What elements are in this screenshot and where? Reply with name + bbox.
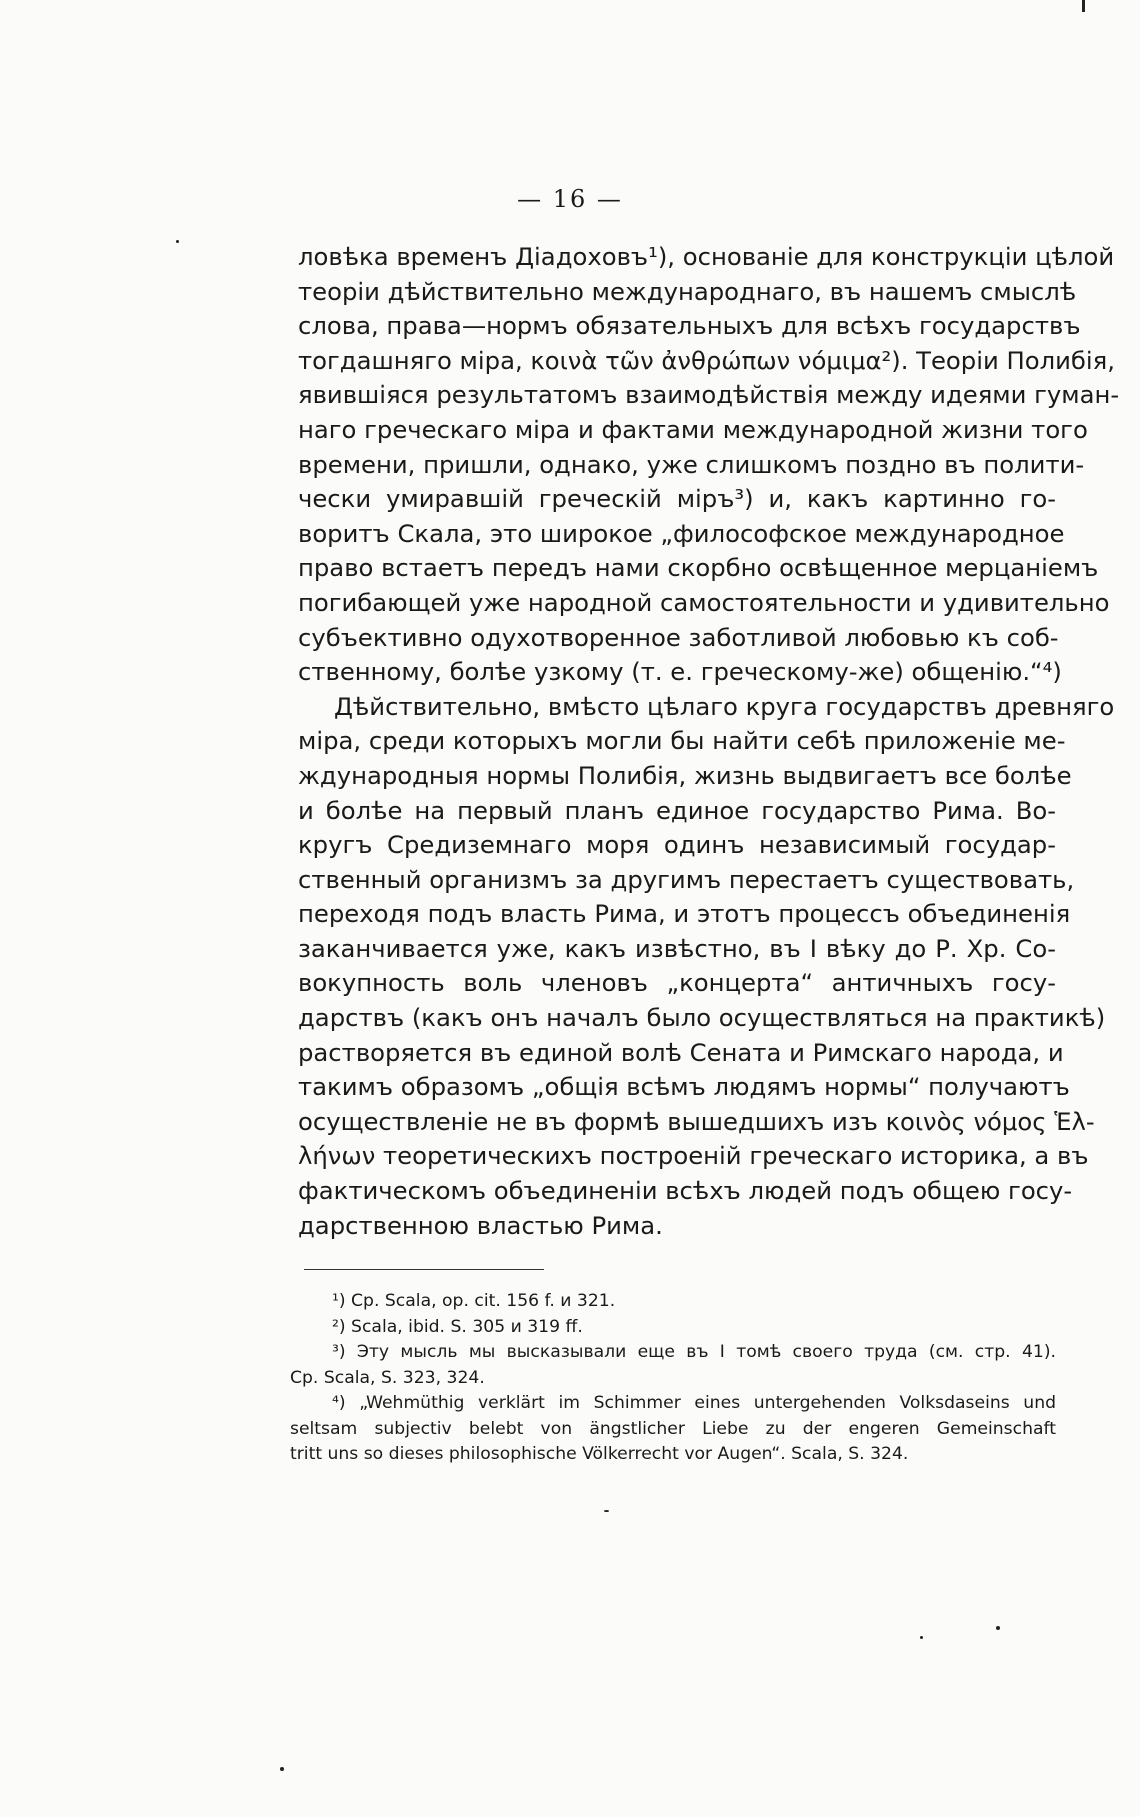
text-line: воритъ Скала, это широкое „философское международное xyxy=(298,518,1065,548)
text-line: растворяется въ единой волѣ Сената и Римскаго народа, и xyxy=(298,1037,1064,1067)
page-number: — 16 — xyxy=(517,185,623,213)
text-line: ловѣка временъ Діадоховъ¹), основаніе для конструкціи цѣлой xyxy=(298,242,1115,271)
footnotes xyxy=(290,1289,1056,1468)
footnote-line: ²) Scala, ibid. S. 305 и 319 ff. xyxy=(332,1316,583,1337)
text-line: право встаетъ передъ нами скорбно освѣщенное мерцаніемъ xyxy=(298,553,1099,583)
text-line: ственному, болѣе узкому (т. е. греческому-же) общенію.“⁴) xyxy=(298,657,1062,687)
text-line: явившіяся результатомъ взаимодѣйствія между идеями гуман- xyxy=(298,380,1120,410)
text-line: слова, права—нормъ обязательныхъ для всѣхъ государствъ xyxy=(298,311,1081,341)
text-line: осуществленіе не въ формѣ вышедшихъ изъ κοινὸς νόμος Ἑλ- xyxy=(298,1106,1095,1136)
text-line: ждународныя нормы Полибія, жизнь выдвигаетъ все болѣе xyxy=(298,760,1072,790)
text-line: дарствъ (какъ онъ началъ было осуществляться на практикѣ) xyxy=(298,1003,1106,1033)
scan-speck xyxy=(920,1636,923,1639)
text-line: такимъ образомъ „общія всѣмъ людямъ нормы“ получаютъ xyxy=(298,1072,1070,1102)
footnote-line: ³) Эту мысль мы высказывали еще въ I томѣ своего труда (см. стр. 41). xyxy=(332,1342,1056,1362)
main-text xyxy=(298,240,1120,1243)
text-line: кругъ Средиземнаго моря одинъ независимый государ- xyxy=(298,830,1056,860)
text-line: чески умиравшій греческій міръ³) и, какъ картинно го- xyxy=(298,484,1056,514)
text-line: ственный организмъ за другимъ перестаетъ существовать, xyxy=(298,864,1075,894)
scan-edge-mark xyxy=(1082,0,1085,12)
text-line: и болѣе на первый планъ единое государство Рима. Во- xyxy=(298,795,1056,825)
text-line: субъективно одухотворенное заботливой любовью къ соб- xyxy=(298,622,1059,652)
text-line: переходя подъ власть Рима, и этотъ процессъ объединенія xyxy=(298,899,1071,929)
text-line: вокупность воль членовъ „концерта“ античныхъ госу- xyxy=(298,968,1056,998)
text-line: λήνων теоретическихъ построеній греческаго историка, а въ xyxy=(298,1141,1089,1171)
scan-speck xyxy=(604,1510,609,1512)
text-line: теоріи дѣйствительно международнаго, въ нашемъ смыслѣ xyxy=(298,276,1077,306)
text-line: міра, среди которыхъ могли бы найти себѣ приложеніе ме- xyxy=(298,726,1066,756)
footnote-divider xyxy=(304,1269,544,1272)
footnote-line: ¹) Cp. Scala, op. cit. 156 f. и 321. xyxy=(332,1291,616,1311)
text-line: времени, пришли, однако, уже слишкомъ поздно въ полити- xyxy=(298,449,1085,479)
scan-speck xyxy=(996,1626,1000,1630)
footnote-line: ⁴) „Wehmüthig verklärt im Schimmer eines untergehenden Volksdaseins und xyxy=(332,1393,1056,1413)
text-line: погибающей уже народной самостоятельности и удивительно xyxy=(298,587,1110,617)
text-line: наго греческаго міра и фактами международной жизни того xyxy=(298,414,1088,444)
text-line: тогдашняго міра, κοινὰ τῶν ἀνθρώπων νόμιμα²). Теоріи Полибія, xyxy=(298,345,1116,375)
footnote-line: tritt uns so dieses philosophische Völkerrecht vor Augen“. Scala, S. 324. xyxy=(290,1444,909,1464)
text-line: фактическомъ объединеніи всѣхъ людей подъ общею госу- xyxy=(298,1176,1073,1206)
text-line: Дѣйствительно, вмѣсто цѣлаго круга государствъ древняго xyxy=(334,691,1115,721)
footnote-line: Cp. Scala, S. 323, 324. xyxy=(290,1367,485,1388)
scan-speck xyxy=(280,1767,284,1771)
footnote-line: seltsam subjectiv belebt von ängstlicher Liebe zu der engeren Gemeinschaft xyxy=(290,1418,1056,1439)
scan-speck xyxy=(176,240,179,243)
text-line: дарственною властью Рима. xyxy=(298,1210,663,1240)
text-line: заканчивается уже, какъ извѣстно, въ I вѣку до Р. Хр. Со- xyxy=(298,933,1056,963)
